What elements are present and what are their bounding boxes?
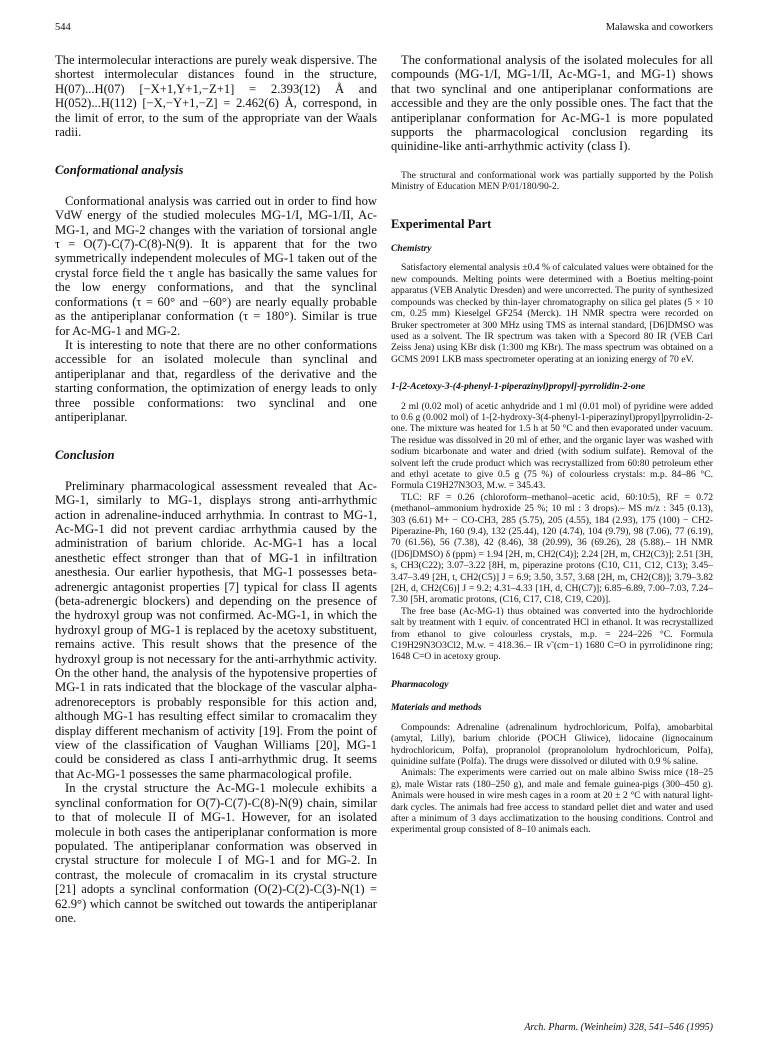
heading-conclusion: Conclusion <box>55 448 115 463</box>
paragraph-compounds: Compounds: Adrenaline (adrenalinum hydrochloricum, Polfa), amobarbital (amytal, Lilly), barium chloride (POCH Gliwice), lidocaine (lignocainum hydrochloricum, Polfa), propranolol (propranololum hydrochloricum, Polfa), quinidine sulfate (Polfa). The drugs were dissolved or diluted with 0.9 % saline. <box>391 721 713 767</box>
heading-materials-methods: Materials and methods <box>391 702 482 714</box>
acknowledgement: The structural and conformational work was partially supported by the Polish Ministry of Education MEN P/01/180/90-2. <box>391 169 713 193</box>
running-head: Malawska and coworkers <box>605 22 713 33</box>
page-number: 544 <box>55 22 71 33</box>
paragraph-conformational-1: Conformational analysis was carried out in order to find how VdW energy of the studied molecules MG-1/I, MG-1/II, Ac-MG-1, and MG-2 changes with the variation of torsional angle τ = O(7)-C(7)-C(8)-N(9). It is apparent that for the two symmetrically independent molecules of MG-1 taken out of the crystal force field the τ angle has basically the same values for the low energy conformations, and that the synclinal conformations (τ = 60° and −60°) are nearly equally probable as the antiperiplanar conformation (τ = 180°). Similar is true for Ac-MG-1 and MG-2. <box>55 193 377 338</box>
paragraph-synthesis: 2 ml (0.02 mol) of acetic anhydride and 1 ml (0.01 mol) of pyridine were added to 0.6 g (0.002 mol) of 1-[2-hydroxy-3(4-phenyl-1-piperazinyl)propyl]pyrrolidin-2-one. The mixture was heated for 1.5 h at 50 °C and then evaporated under vacuum. The residue was dissolved in 20 ml of ether, and the organic layer was washed with sodium bicarbonate and water and dried (with sodium sulfate). Removal of the solvent left the crude product which was recrystallized from 60:80 petroleum ether and ethyl acetate to give 0.5 g (75 %) of colourless crystals: m.p. 84–86 °C. Formula C19H27N3O3, M.w. = 345.43. <box>391 400 713 492</box>
heading-chemistry: Chemistry <box>391 243 432 255</box>
paragraph-tlc-ms-nmr: TLC: RF = 0.26 (chloroform–methanol–acetic acid, 60:10:5), RF = 0.72 (methanol–ammonium hydroxide 25 %; 10 ml : 3 drops).– MS m/z : 345 (0.13), 303 (6.61) M+ − CO-CH3, 285 (5.75), 205 (4.55), 184 (2.93), 175 (100) − CH2-Piperazine-Ph, 160 (9.4), 132 (25.44), 120 (4.74), 104 (9.79), 98 (7.06), 77 (6.19), 70 (61.56), 56 (7.38), 42 (8.46), 38 (20.99), 36 (69.26), 28 (5.88).– 1H NMR ([D6]DMSO) δ (ppm) = 1.94 [2H, m, CH2(C4)]; 2.24 [2H, m, CH2(C3)]; 2.51 [3H, s, CH3(C22); 3.07–3.22 [8H, m, piperazine protons (C10, C11, C12, C13); 3.45– 3.47–3.49 [2H, t, CH2(C5)] J = 6.9; 3.50, 3.57, 3.68 [2H, m, CH2(C8)]; 3.79–3.82 [2H, d, CH2(C6)] J = 9.2; 4.31–4.33 [1H, d, CH(C7)]; 6.85–6.89, 7.00–7.03, 7.24–7.30 [5H, aromatic protons, (C16, C17, C18, C19, C20)]. <box>391 491 713 606</box>
paragraph-animals: Animals: The experiments were carried out on male albino Swiss mice (18–25 g), male Wistar rats (180–250 g), and male and female guinea-pigs (300–450 g). Animals were housed in wire mesh cages in a room at 20 ± 2 °C with natural light-dark cycles. The animals had free access to standard pellet diet and water and used after a minimum of 3 days acclimatization to the housing conditions. Control and experimental group consisted of 8–10 animals each. <box>391 767 713 836</box>
paragraph-intermolecular: The intermolecular interactions are purely weak dispersive. The shortest intermolecular distances found in the structure, H(07)...H(07) [−X+1,Y+1,−Z+1] = 2.393(12) Å and H(052)...H(112) [−X,−Y+1,−Z] = 2.462(6) Å, correspond, in the limit of error, to the sum of the appropriate van der Waals radii. <box>55 53 377 140</box>
journal-citation: Arch. Pharm. (Weinheim) 328, 541–546 (1995) <box>524 1022 713 1033</box>
heading-conformational-analysis: Conformational analysis <box>55 163 184 178</box>
left-column <box>55 53 377 1013</box>
heading-experimental-part: Experimental Part <box>391 216 492 231</box>
paragraph-conclusion-1: Preliminary pharmacological assessment revealed that Ac-MG-1, similarly to MG-1, displays strong anti-arrhythmic action in adrenaline-induced arrhythmia. In contrast to MG-1, Ac-MG-1 did not prevent cardiac arrhythmia caused by the administration of barium chloride. Ac-MG-1 has a local anesthetic effect stronger than that of MG-1 in infiltration anesthesia. Our earlier hypothesis, that MG-1 possesses beta-adrenergic antagonist properties [7] typical for class II agents (beta-adrenergic blockers) and depending on the presence of the hydroxyl group was not confirmed. Ac-MG-1, in which the hydroxyl group of MG-1 is replaced by the acetoxy substituent, remains active. This result shows that the presence of the hydroxyl group is not necessary for the anti-arrhythmic activity. On the other hand, the analysis of the hypotensive properties of MG-1 in rats indicated that the blockage of the vascular alpha-adrenoreceptors is probably responsible for this action and, although MG-1 has resulting effect similar to cromacalim they display different mechanism of activity [19]. From the point of view of the classification of Vaughan Williams [20], MG-1 could be considered as class I anti-arrhythmic drug. It seems that Ac-MG-1 possesses the same pharmacological profile. <box>55 478 377 781</box>
paragraph-salt: The free base (Ac-MG-1) thus obtained was converted into the hydrochloride salt by treatment with 1 equiv. of concentrated HCl in ethanol. It was recrystallized from ethanol to give colourless crystals, m.p. = 224–226 °C. Formula C19H29N3O3Cl2, M.w. = 418.36.– IR ν̃ (cm−1) 1680 C=O in pyrrolidinone ring; 1648 C=O in acetoxy group. <box>391 605 713 663</box>
paragraph-chemistry: Satisfactory elemental analysis ±0.4 % of calculated values were obtained for the new compounds. Melting points were determined with a Boetius melting-point apparatus (VEB Analytic Dresden) and were uncorrected. The purity of synthesized compounds was checked by thin-layer chromatography on silica gel plates (5 × 10 cm, 0.25 mm) Kieselgel GF254 (Merck). 1H NMR spectra were recorded on Bruker spectrometer at 300 MHz using TMS as internal standard, [D6]DMSO was used as a solvent. The IR spectrum was taken with a Specord 80 IR (VEB Carl Zeiss Jena) using KBr disk (1:300 mg KBr). The mass spectrum was obtained on a GCMS 2091 LKB mass spectrometer operating at an ionizing energy of 70 eV. <box>391 262 713 365</box>
paragraph-conformational-2: It is interesting to note that there are no other conformations accessible for an isolated molecule than synclinal and antiperiplanar and that, regardless of the derivative and the starting conformation, the optimization of energy leads to only three possible conformations: two synclinal and one antiperiplanar. <box>55 337 377 424</box>
right-column <box>391 53 713 1013</box>
page-header <box>55 22 713 36</box>
paragraph-conclusion-2: In the crystal structure the Ac-MG-1 molecule exhibits a synclinal conformation for O(7)-C(7)-C(8)-N(9) chain, similar to that of molecule II of MG-1. However, for an isolated molecule in both cases the antiperiplanar conformation is more populated. The antiperiplanar conformation was observed in crystal structure for molecule I of MG-1 and for MG-2. In contrast, the molecule of cromacalim in its crystal structure [21] adopts a synclinal conformation (O(2)-C(2)-C(3)-N(1) = 62.9°) which cannot be switched out towards the antiperiplanar one. <box>55 781 377 925</box>
paragraph-conformational-3: The conformational analysis of the isolated molecules for all compounds (MG-1/I, MG-1/II, Ac-MG-1, and MG-1) shows that two synclinal and one antiperiplanar conformations are accessible and they are the only possible ones. The fact that the antiperiplanar conformation for Ac-MG-1 is more populated supports the pharmacological conclusion regarding its quinidine-like anti-arrhythmic activity (class I). <box>391 53 713 154</box>
heading-pharmacology: Pharmacology <box>391 678 449 690</box>
heading-compound: 1-[2-Acetoxy-3-(4-phenyl-1-piperazinyl)propyl]-pyrrolidin-2-one <box>391 381 646 393</box>
